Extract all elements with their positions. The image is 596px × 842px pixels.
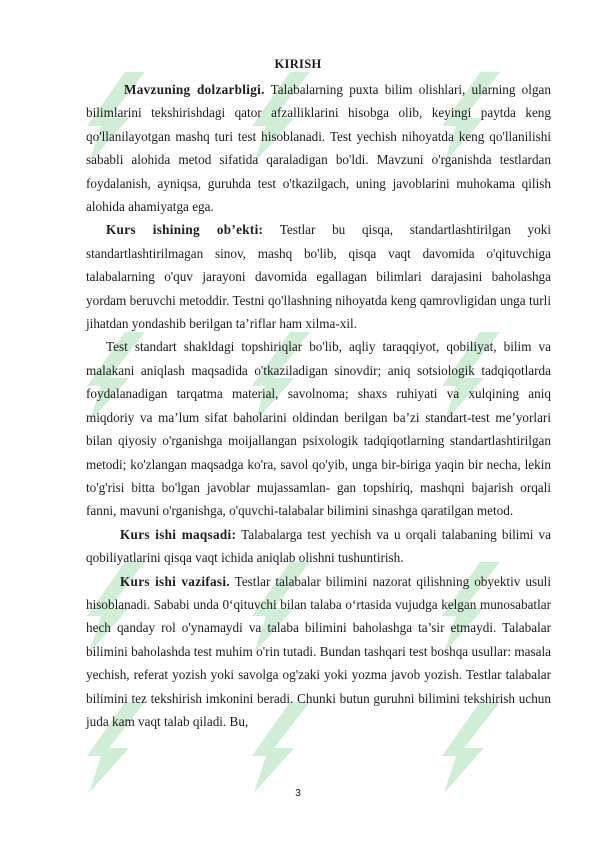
paragraph-text: Talabalarga test yechish va u orqali talabaning bilimi va qobiliyatlarini qisqa vaqt ichida aniqlab olishni tushuntirish. <box>86 526 551 566</box>
paragraph-lead: Kurs ishi maqsadi: <box>120 526 237 542</box>
paragraph-task <box>86 570 551 734</box>
paragraph-text: Testlar bu qisqa, standartlashtirilgan yoki standartlashtirilmagan sinov, mashq bo'lib, qisqa vaqt davomida o'qituvchiga talabalarning o'quv jarayoni davomida egallagan bilimlari darajasini baholashga yordam beruvchi metoddir. Testni qo'llashning nihoyatda keng qamrovligidan unga turli jihatdan yondashib berilgan ta’riflar ham xilma-xil. <box>86 222 552 332</box>
paragraph-goal <box>86 523 551 570</box>
document-body <box>86 78 551 733</box>
paragraph-object <box>86 218 551 335</box>
paragraph-test-definition <box>86 335 551 522</box>
section-heading: KIRISH <box>274 57 322 71</box>
paragraph-lead: Mavzuning dolzarbligi. <box>124 82 265 97</box>
paragraph-text: Testlar talabalar bilimini nazorat qilishning obyektiv usuli hisoblanadi. Sababi unda 0‘qituvchi bilan talaba o‘rtasida vujudga kelgan munosabatlar hech qanday rol o'ynamaydi va talaba bilimini baholashga ta’sir etmaydi. Talabalar bilimini baholashda test muhim o'rin tutadi. Bundan tashqari test boshqa usullar: masala yechish, referat yozish yoki savolga og'zaki yoki yozma javob yozish. Testlar talabalar bilimini tez tekshirish imkonini beradi. Chunki butun guruhni bilimini tekshirish uchun juda kam vaqt talab qiladi. Bu, <box>86 573 552 729</box>
paragraph-lead: Kurs ishi vazifasi. <box>120 573 230 589</box>
paragraph-lead: Kurs ishining ob’ekti: <box>106 222 264 238</box>
page-number: 3 <box>295 788 301 799</box>
paragraph-relevance <box>86 78 551 218</box>
paragraph-text: Test standart shakldagi topshiriqlar bo'lib, aqliy taraqqiyot, qobiliyat, bilim va malakani aniqlash maqsadida o'tkaziladigan sinovdir; aniq sotsiologik tadqiqotlarda foydalanadigan tarqatma material, savolnoma; shaxs ruhiyati va xulqining aniq miqdoriy va ma’lum sifat baholarini oldindan berilgan ba’zi standart-test me’yorlari bilan qiyosiy o'rganishga moijallangan psixologik tadqiqotlarning standartlashtirilgan metodi; ko'zlangan maqsadga ko'ra, savol qo'yib, unga bir-biriga yaqin bir necha, lekin to'g'risi bitta bo'lgan javoblar mujassamlan- gan topshiriq, mashqni bajarish orqali fanni, mavuni o'rganishga, o'quvchi-talabalar bilimini sinashga qaratilgan metod. <box>86 339 551 519</box>
paragraph-text: Talabalarning puxta bilim olishlari, ularning olgan bilimlarini tekshirishdagi qator afzalliklarini hisobga olib, keyingi paytda keng qo'llanilayotgan mashq turi test hisoblanadi. Test yechish nihoyatda keng qo'llanilishi sababli alohida metod sifatida qaraladigan bo'ldi. Mavzuni o'rganishda testlardan foydalanish, ayniqsa, guruhda test o'tkazilgach, uning javoblarini muhokama qilish alohida ahamiyatga ega. <box>86 82 551 215</box>
